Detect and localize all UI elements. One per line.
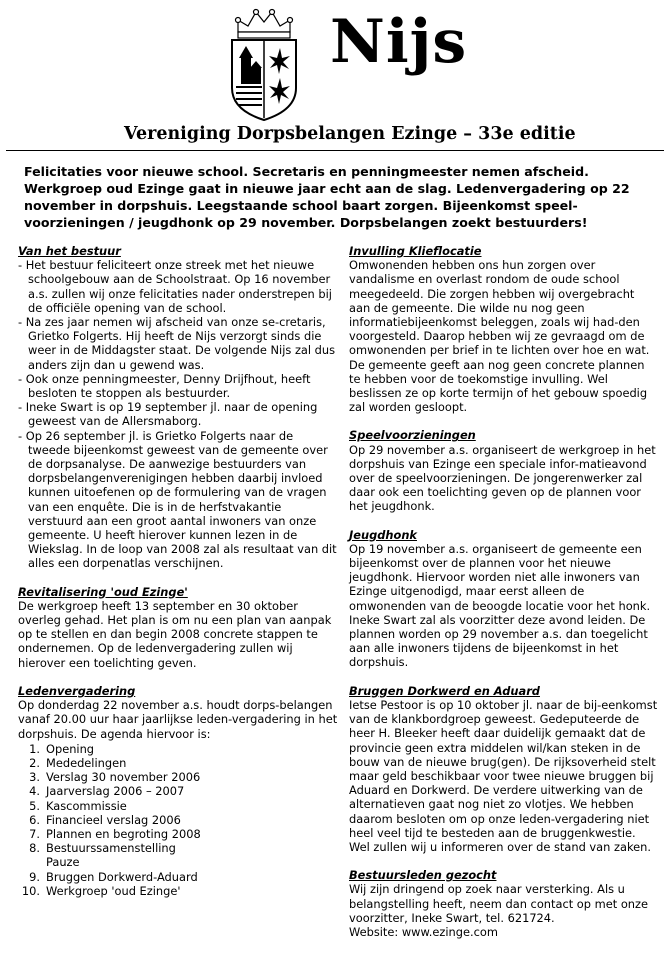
agenda-item xyxy=(18,742,338,756)
agenda-item xyxy=(18,784,338,798)
section-title: Bruggen Dorkwerd en Aduard xyxy=(349,683,540,698)
section-klieflocatie xyxy=(349,244,659,414)
agenda-item-label: Verslag 30 november 2006 xyxy=(46,770,201,785)
section-revitalisering xyxy=(18,585,338,670)
agenda-item-number: 3. xyxy=(29,770,40,785)
section-text: Op donderdag 22 november a.s. houdt dorps-belangen vanaf 20.00 uur haar jaarlijkse leden-vergadering in het dorpshuis. De agenda hiervoor is: xyxy=(18,698,338,741)
agenda-item xyxy=(18,756,338,770)
agenda-item-number: 9. xyxy=(29,869,40,884)
agenda-item-number: 6. xyxy=(29,812,40,827)
agenda-item xyxy=(18,884,338,898)
section-title: Invulling Klieflocatie xyxy=(349,244,482,258)
agenda-item-label: Opening xyxy=(46,741,95,756)
section-title: Revitalisering 'oud Ezinge' xyxy=(18,584,188,599)
section-text: Op 19 november a.s. organiseert de gemeente een bijeenkomst over de plannen voor het nieuwe jeugdhonk. Hiervoor worden niet alle inwoners van Ezinge uitgenodigd, maar eerst alleen de omwonenden van de beoogde locatie voor het honk. Ineke Swart zal als voorzitter deze avond leiden. De plannen worden op 29 november a.s. dan toegelicht aan alle inwoners tijdens de bijeenkomst in het dorpshuis. xyxy=(349,541,651,670)
agenda-item xyxy=(18,813,338,827)
agenda-item xyxy=(18,841,338,855)
agenda-item-number: 8. xyxy=(29,841,40,856)
agenda-item xyxy=(18,799,338,813)
agenda-item-label: Financieel verslag 2006 xyxy=(46,812,181,827)
left-column xyxy=(18,244,338,912)
agenda-item-number: 7. xyxy=(29,826,40,841)
section-jeugdhonk xyxy=(349,528,659,670)
section-title: Jeugdhonk xyxy=(349,527,417,542)
agenda-item-number xyxy=(18,855,40,869)
agenda-item xyxy=(18,770,338,784)
agenda-item-number: 4. xyxy=(29,784,40,799)
section-bruggen xyxy=(349,684,659,854)
agenda-item xyxy=(18,870,338,884)
section-title: Ledenvergadering xyxy=(18,683,136,698)
agenda-item-label: Jaarverslag 2006 – 2007 xyxy=(46,784,185,799)
list-item: - Het bestuur feliciteert onze streek met het nieuwe schoolgebouw aan de Schoolstraat. Op 16 november a.s. zullen wij onze felicitaties nader onderstrepen bij de officiële opening van de school. xyxy=(18,258,332,315)
section-title: Speelvoorzieningen xyxy=(349,428,476,443)
section-text: Omwonenden hebben ons hun zorgen over vandalisme en overlast rondom de oude school meegedeeld. Die zorgen hebben wij overgebracht aan de gemeente. Die wilde nu nog geen informatiebijeenkomst beleggen, zoals wij had-den voorgesteld. Daarop hebben wij ze gevraagd om de omwonenden per brief in te lichten over hoe en wat. De gemeente geeft aan nog geen concrete plannen te hebben voor de toekomstige invulling. Wel beslissen ze op korte termijn of het gebouw spoedig zal worden gesloopt. xyxy=(349,258,650,415)
agenda-item-label: Pauze xyxy=(46,855,80,870)
right-column xyxy=(349,244,659,953)
list-item: - Ineke Swart is op 19 september jl. naar de opening geweest van de Allersmaborg. xyxy=(18,400,318,429)
list-item: - Ook onze penningmeester, Denny Drijfhout, heeft besloten te stoppen als bestuurder. xyxy=(18,371,311,401)
masthead-divider xyxy=(6,150,664,151)
agenda-item xyxy=(18,855,338,869)
agenda-item-number: 2. xyxy=(29,755,40,770)
section-text: De werkgroep heeft 13 september en 30 oktober overleg gehad. Het plan is om nu een plan van aanpak op te stellen en dan begin 2008 concrete stappen te ondernemen. Op de ledenvergadering zullen wij hierover een toelichting geven. xyxy=(18,598,332,670)
section-text: Ietse Pestoor is op 10 oktober jl. naar de bij-eenkomst van de klankbordgroep geweest. Gedeputeerde de heer H. Bleeker heeft daar duidelijk gemaakt dat de provincie geen extra middelen wil/kan steken in de bouw van de nieuwe brug(gen). De rijksoverheid stelt maar geld beschikbaar voor twee nieuwe bruggen bij Aduard en Dorkwerd. De verdere uitwerking van de alternatieven gaat nog niet zo vlotjes. We hebben daarom besloten om op onze leden-vergadering niet heel veel tijd te besteden aan de bruggenkwestie. Wel zullen wij u informeren over de stand van zaken. xyxy=(349,697,658,854)
section-speelvoorzieningen xyxy=(349,428,659,513)
agenda-list xyxy=(18,742,338,898)
agenda-item-label: Bruggen Dorkwerd-Aduard xyxy=(46,869,198,884)
agenda-item xyxy=(18,827,338,841)
list-item: - Na zes jaar nemen wij afscheid van onze se-cretaris, Grietko Folgerts. Hij heeft de Nijs verzorgt sinds die weer in de Middagster staat. De volgende Nijs zal dus anders zijn dan u gewend was. xyxy=(18,315,336,372)
agenda-item-label: Kascommissie xyxy=(46,798,127,813)
agenda-item-number: 10. xyxy=(21,883,40,898)
newsletter-subtitle: Vereniging Dorpsbelangen Ezinge – 33e editie xyxy=(124,124,576,144)
masthead xyxy=(0,0,666,150)
coat-of-arms-icon xyxy=(224,6,304,124)
section-text: Wij zijn dringend op zoek naar versterking. Als u belangstelling heeft, neem dan contact op met onze voorzitter, Ineke Swart, tel. 621724. xyxy=(349,882,648,925)
section-text: Op 29 november a.s. organiseert de werkgroep in het dorpshuis van Ezinge een speciale infor-matieavond over de speelvoorzieningen. De jongerenwerker zal daar ook een toelichting geven op de plannen voor het jeugdhonk. xyxy=(349,442,656,514)
section-ledenvergadering xyxy=(18,684,338,898)
section-title: Bestuursleden gezocht xyxy=(349,868,497,883)
newsletter-logo: Nijs xyxy=(330,7,468,77)
section-title: Van het bestuur xyxy=(18,244,121,258)
list-item: - Op 26 september jl. is Grietko Folgerts naar de tweede bijeenkomst geweest van de gemeente over de dorpsanalyse. De aanwezige bestuurders van dorpsbelangenverenigingen hebben daarbij invloed kunnen uitoefenen op de formulering van de vragen van een enquête. Die is in de herfstvakantie verstuurd aan een groot aantal inwoners van onze gemeente. U heeft hierover kunnen lezen in de Wiekslag. In de loop van 2008 zal als resultaat van dit alles een dorpenatlas verschijnen. xyxy=(18,428,337,571)
agenda-item-label: Bestuurssamenstelling xyxy=(46,841,176,856)
section-bestuursleden-gezocht xyxy=(349,868,659,939)
section-van-het-bestuur xyxy=(18,244,338,571)
agenda-item-number: 1. xyxy=(29,741,40,756)
agenda-item-label: Werkgroep 'oud Ezinge' xyxy=(46,883,181,898)
website-link[interactable]: Website: www.ezinge.com xyxy=(349,924,498,939)
agenda-item-label: Plannen en begroting 2008 xyxy=(46,826,201,841)
agenda-item-number: 5. xyxy=(29,798,40,813)
agenda-item-label: Mededelingen xyxy=(46,755,127,770)
headline-summary: Felicitaties voor nieuwe school. Secretaris en penningmeester nemen afscheid. Werkgroep oud Ezinge gaat in nieuwe jaar echt aan de slag. Ledenvergadering op 22 november in dorpshuis. Leegstaande school baart zorgen. Bijeenkomst speel-voorzieningen / jeugdhonk op 29 november. Dorpsbelangen zoekt bestuurders! xyxy=(24,164,630,230)
